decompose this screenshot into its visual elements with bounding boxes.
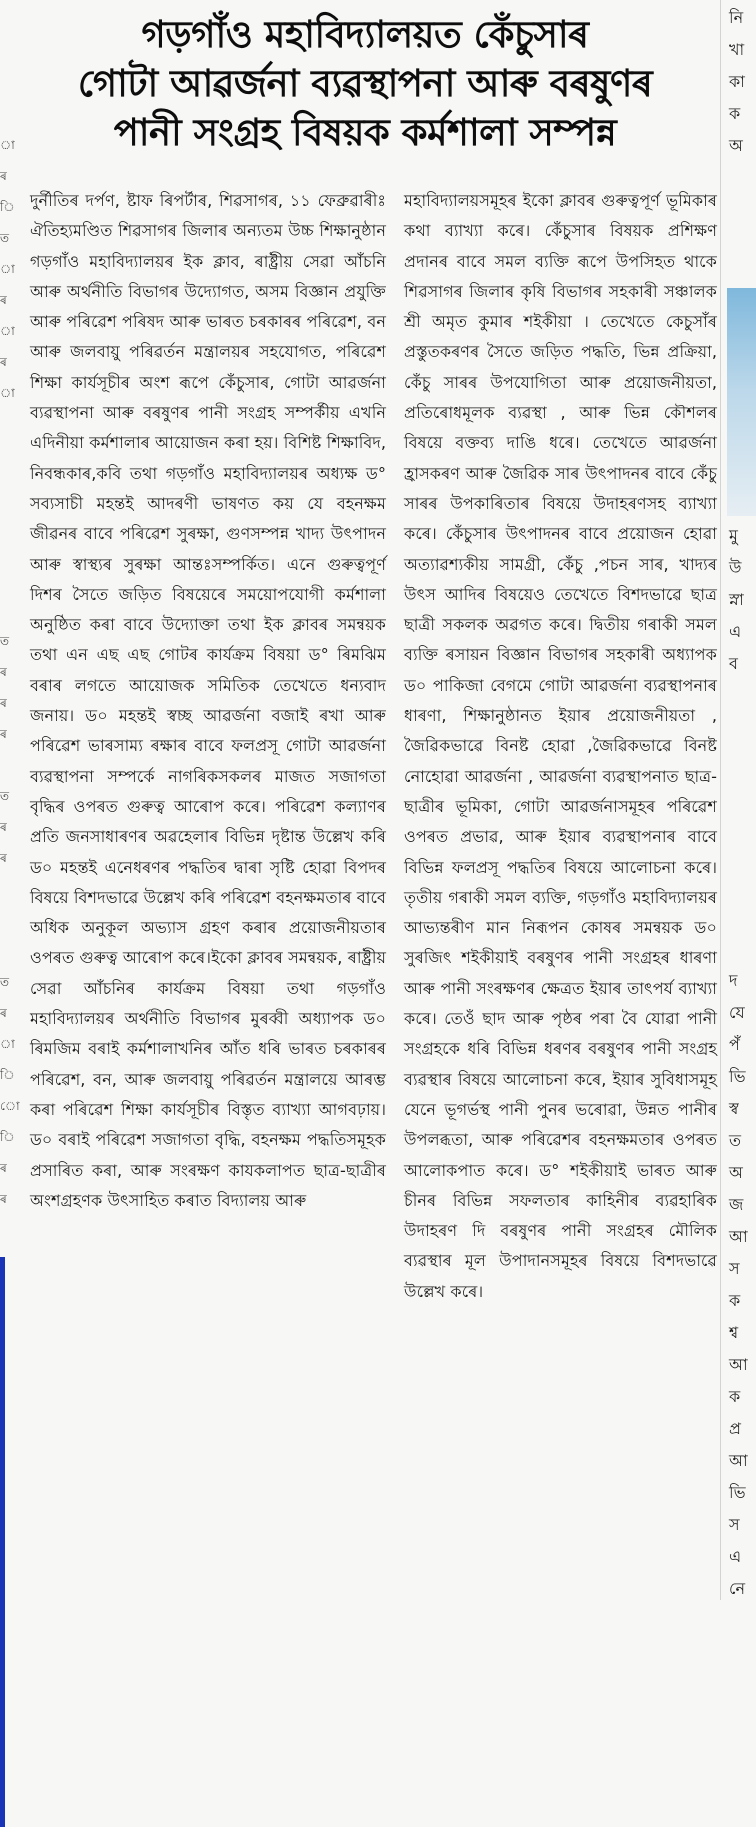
fragment-glyph: ৰ [0, 820, 7, 834]
article-column-2 [404, 186, 717, 1307]
fragment-glyph: ত [0, 231, 10, 245]
fragment-glyph: অ [729, 136, 743, 155]
fragment-glyph: আ [729, 1227, 748, 1246]
adjacent-photo-fragment [727, 288, 756, 516]
fragment-glyph [0, 564, 16, 595]
fragment-glyph: ৰ [0, 665, 7, 679]
fragment-glyph: স [729, 1259, 740, 1278]
article-body-text-1: দুৰ্নীতিৰ দৰ্পণ, ষ্টাফ ৰিপৰ্টাৰ, শিৱসাগৰ, ১১ ফেব্ৰুৱাৰীঃ ঐতিহ্যমণ্ডিত শিৱসাগৰ জিলাৰ অন্যতম উচ্চ শিক্ষানুষ্ঠান গড়গাঁও মহাবিদ্যালয়ৰ ইক ক্লাব, ৰাষ্ট্ৰীয় সেৱা আঁচনি আৰু অৰ্থনীতি বিভাগৰ উদ্যোগত, অসম বিজ্ঞান প্ৰযুক্তি আৰু পৰিৱেশ পৰিষদ আৰু ভাৰত চৰকাৰৰ পৰিৱেশ, বন আৰু জলবায়ু পৰিৱৰ্তন মন্ত্ৰালয়ৰ সহযোগত, পৰিৱেশ শিক্ষা কাৰ্যসূচীৰ অংশ ৰূপে কেঁচুসাৰ, গোটা আৱৰ্জনা ব্যৱস্থাপনা আৰু বৰষুণৰ পানী সংগ্ৰহ সম্পৰ্কীয় এখনি এদিনীয়া কৰ্মশালাৰ আয়োজন কৰা হয়। বিশিষ্ট শিক্ষাবিদ, নিবন্ধকাৰ,কবি তথা গড়গাঁও মহাবিদ্যালয়ৰ অধ্যক্ষ ড° সব্যসাচী মহন্তই আদৰণী ভাষণত কয় যে বহনক্ষম জীৱনৰ বাবে পৰিৱেশ সুৰক্ষা, গুণসম্পন্ন খাদ্য উৎপাদন আৰু স্বাস্থ্যৰ সুৰক্ষা আন্তঃসম্পৰ্কিত। এনে গুৰুত্বপূৰ্ণ দিশৰ সৈতে জড়িত বিষয়েৰে সময়োপযোগী কৰ্মশালা অনুষ্ঠিত কৰা বাবে উদ্যোক্তা তথা ইক ক্লাবৰ সমন্বয়ক তথা এন এছ এছ গোটৰ কাৰ্যক্ৰম বিষয়া ড° ৰিমঝিম বৰাৰ লগতে আয়োজক সমিতিক তেখেতে ধন্যবাদ জনায়। ড০ মহন্তই স্বচ্ছ আৱৰ্জনা বজাই ৰখা আৰু পৰিৱেশ ভাৰসাম্য ৰক্ষাৰ বাবে ফলপ্ৰসূ গোটা আৱৰ্জনা ব্যৱস্থাপনা সম্পৰ্কে নাগৰিকসকলৰ মাজত সজাগতা বৃদ্ধিৰ ওপৰত গুৰুত্ব আৰোপ কৰে। পৰিৱেশ কল্যাণৰ প্ৰতি জনসাধাৰণৰ অৱহেলাৰ বিভিন্ন দৃষ্টান্ত উল্লেখ কৰি ড০ মহন্তই এনেধৰণৰ পদ্ধতিৰ দ্বাৰা সৃষ্টি হোৱা বিপদৰ বিষয়ে বিশদভাৱে উল্লেখ কৰি পৰিৱেশ বহনক্ষমতাৰ বাবে অধিক অনুকূল অভ্যাস গ্ৰহণ কৰাৰ প্ৰয়োজনীয়তাৰ ওপৰত গুৰুত্ব আৰোপ কৰে।ইকো ক্লাবৰ সমন্বয়ক, ৰাষ্ট্ৰীয় সেৱা আঁচনিৰ কাৰ্যক্ৰম বিষয়া তথা গড়গাঁও মহাবিদ্যালয়ৰ অৰ্থনীতি বিভাগৰ মুৰব্বী অধ্যাপক ড০ ৰিমজিম বৰাই কৰ্মশালাখনিৰ আঁত ধৰি ভাৰত চৰকাৰৰ পৰিৱেশ, বন, আৰু জলবায়ু পৰিৱৰ্তন মন্ত্ৰালয়ে আৰম্ভ কৰা পৰিৱেশ শিক্ষা কাৰ্যসূচীৰ বিস্তৃত ব্যাখ্যা আগবঢ়ায়।ড০ বৰাই পৰিৱেশ সজাগতা বৃদ্ধি, বহনক্ষম পদ্ধতিসমূহক প্ৰসাৰিত কৰা, আৰু সংৰক্ষণ কাযকলাপত ছাত্ৰ-ছাত্ৰীৰ অংশগ্ৰহণক উৎসাহিত কৰাত বিদ্যালয় আৰু [30, 191, 386, 1210]
fragment-glyph: ি [0, 200, 15, 214]
fragment-glyph: ভি [729, 1483, 746, 1502]
fragment-glyph: া [0, 262, 15, 276]
adjacent-column-right-fragment-top [729, 2, 756, 162]
fragment-glyph [0, 440, 16, 471]
article-body-text-2: মহাবিদ্যালয়সমূহৰ ইকো ক্লাবৰ গুৰুত্বপূৰ্ণ ভূমিকাৰ কথা ব্যাখ্যা কৰে। কেঁচুসাৰ বিষয়ক প্ৰশিক্ষণ প্ৰদানৰ বাবে সমল ব্যক্তি ৰূপে উপসিহত থাকে শিৱসাগৰ জিলাৰ কৃষি বিভাগৰ সহকাৰী সঞ্চালক শ্ৰী অমৃত কুমাৰ শইকীয়া । তেখেতে কেচুসাঁৰ প্ৰস্তুতকৰণৰ সৈতে জড়িত পদ্ধতি, ভিন্ন প্ৰক্ৰিয়া, কেঁচু সাৰৰ উপযোগিতা আৰু প্ৰয়োজনীয়তা, প্ৰতিৰোধমূলক ব্যৱস্থা , আৰু ভিন্ন কৌশলৰ বিষয়ে বক্তব্য দাঙি ধৰে। তেখেতে আৱৰ্জনা হ্ৰাসকৰণ আৰু জৈৱিক সাৰ উৎপাদনৰ বাবে কেঁচু সাৰৰ উপকাৰিতাৰ বিষয়ে উদাহৰণসহ ব্যাখ্যা কৰে। কেঁচুসাৰ উৎপাদনৰ বাবে প্ৰয়োজন হোৱা অত্যাৱশ্যকীয় সামগ্ৰী, কেঁচু ,পচন সাৰ, খাদ্যৰ উৎস আদিৰ বিষয়েও তেখেতে বিশদভাৱে ছাত্ৰ ছাত্ৰী সকলক অৱগত কৰে। দ্বিতীয় গৰাকী সমল ব্যক্তি ৰসায়ন বিজ্ঞান বিভাগৰ সহকাৰী অধ্যাপক ড০ পাকিজা বেগমে গোটা আৱৰ্জনা ব্যৱস্থাপনাৰ ধাৰণা, শিক্ষানুষ্ঠানত ইয়াৰ প্ৰয়োজনীয়তা , জৈৱিকভাৱে বিনষ্ট হোৱা ,জৈৱিকভাৱে বিনষ্ট নোহোৱা আৱৰ্জনা , আৱৰ্জনা ব্যৱস্থাপনাত ছাত্ৰ-ছাত্ৰীৰ ভূমিকা, গোটা আৱৰ্জনাসমূহৰ পৰিৱেশ ওপৰত প্ৰভাৱ, আৰু ইয়াৰ ব্যৱস্থাপনাৰ বাবে বিভিন্ন ফলপ্ৰসূ পদ্ধতিৰ বিষয়ে আলোচনা কৰে। তৃতীয় গৰাকী সমল ব্যক্তি, গড়গাঁও মহাবিদ্যালয়ৰ আভ্যন্তৰীণ মান নিৰূপন কোষৰ সমন্বয়ক ড০ সুৰজিৎ শইকীয়াই বৰষুণৰ পানী সংগ্ৰহৰ ধাৰণা আৰু পানী সংৰক্ষণৰ ক্ষেত্ৰত ইয়াৰ তাৎপৰ্য ব্যাখ্যা কৰে। তেওঁ ছাদ আৰু পৃষ্ঠৰ পৰা বৈ যোৱা পানী সংগ্ৰহকে ধৰি বিভিন্ন ধৰণৰ বৰষুণৰ পানী সংগ্ৰহ ব্যৱস্থাৰ বিষয়ে আলোচনা কৰে, ইয়াৰ সুবিধাসমূহ যেনে ভূগৰ্ভস্থ পানী পুনৰ ভৰোৱা, উন্নত পানীৰ উপলব্ধতা, আৰু পৰিৱেশৰ বহনক্ষমতাৰ ওপৰত আলোকপাত কৰে। ড° শইকীয়াই ভাৰত আৰু চীনৰ বিভিন্ন সফলতাৰ কাহিনীৰ ব্যৱহাৰিক উদাহৰণ দি বৰষুণৰ পানী সংগ্ৰহৰ মৌলিক ব্যৱস্থাৰ মূল উপাদানসমূহৰ বিষয়ে বিশদভাৱে উল্লেখ কৰে। [404, 191, 717, 1301]
fragment-glyph [0, 502, 16, 533]
fragment-glyph: প্ৰ [729, 1419, 741, 1438]
fragment-glyph [0, 905, 16, 936]
fragment-glyph: স্না [729, 590, 744, 609]
fragment-glyph: আ [729, 1355, 748, 1374]
fragment-glyph: ো [0, 1099, 20, 1113]
adjacent-column-right-fragment-middle [729, 520, 756, 680]
fragment-glyph: ৰ [0, 1006, 7, 1020]
fragment-glyph: ত [0, 789, 10, 803]
fragment-glyph [0, 595, 16, 626]
fragment-glyph: জ [729, 1195, 744, 1214]
fragment-glyph: অ [729, 1163, 743, 1182]
fragment-glyph: ভি [729, 1067, 746, 1086]
fragment-glyph: উ [729, 558, 742, 577]
fragment-glyph [0, 471, 16, 502]
fragment-glyph: ব [729, 654, 738, 673]
fragment-glyph: া [0, 386, 15, 400]
headline-line-1: গড়গাঁও মহাবিদ্যালয়ত কেঁচুসাৰ [141, 13, 589, 56]
fragment-glyph: ৰ [0, 696, 7, 710]
fragment-glyph: ৰ [0, 293, 7, 307]
fragment-glyph: ক [729, 104, 741, 123]
fragment-glyph: দ [729, 971, 738, 990]
fragment-glyph [0, 750, 16, 781]
adjacent-blue-rule [0, 1257, 5, 1827]
fragment-glyph [0, 1215, 16, 1246]
article-headline [30, 10, 700, 157]
fragment-glyph: যে [729, 1003, 745, 1022]
fragment-glyph: ত [0, 634, 10, 648]
article-column-1 [30, 186, 386, 1216]
headline-line-2: গোটা আৱৰ্জনা ব্যৱস্থাপনা আৰু বৰষুণৰ [77, 62, 653, 105]
fragment-glyph: া [0, 138, 15, 152]
fragment-glyph: ৰ [0, 1161, 7, 1175]
fragment-glyph: আ [729, 1451, 748, 1470]
fragment-glyph: পঁ [729, 1035, 740, 1054]
fragment-glyph: ৰ [0, 355, 7, 369]
column-divider [720, 0, 721, 1600]
fragment-glyph: ত [0, 975, 10, 989]
fragment-glyph: ক [729, 1291, 741, 1310]
fragment-glyph [0, 409, 16, 440]
fragment-glyph [0, 533, 16, 564]
fragment-glyph: খা [729, 40, 745, 59]
fragment-glyph: কা [729, 72, 745, 91]
fragment-glyph: ি [0, 1130, 15, 1144]
fragment-glyph [0, 874, 16, 905]
fragment-glyph: ৰ [0, 851, 7, 865]
fragment-glyph: নি [729, 8, 744, 27]
fragment-glyph: এ [729, 1547, 742, 1566]
fragment-glyph: মু [729, 526, 738, 545]
fragment-glyph: শ্ব [729, 1323, 739, 1342]
fragment-glyph [0, 936, 16, 967]
fragment-glyph: ৰ [0, 1192, 7, 1206]
fragment-glyph: া [0, 1037, 15, 1051]
headline-line-3: পানী সংগ্ৰহ বিষয়ক কৰ্মশালা সম্পন্ন [113, 111, 617, 154]
fragment-glyph: ি [0, 1068, 15, 1082]
fragment-glyph: ত [729, 1131, 742, 1150]
fragment-glyph: া [0, 324, 15, 338]
fragment-glyph: ৰ [0, 169, 7, 183]
fragment-glyph: স্ব [729, 1099, 739, 1118]
fragment-glyph: নে [729, 1579, 746, 1598]
fragment-glyph: স [729, 1515, 740, 1534]
fragment-glyph: ক [729, 1387, 741, 1406]
fragment-glyph: ৰ [0, 727, 7, 741]
fragment-glyph: এ [729, 622, 742, 641]
adjacent-column-right-fragment-bottom [729, 965, 756, 1605]
